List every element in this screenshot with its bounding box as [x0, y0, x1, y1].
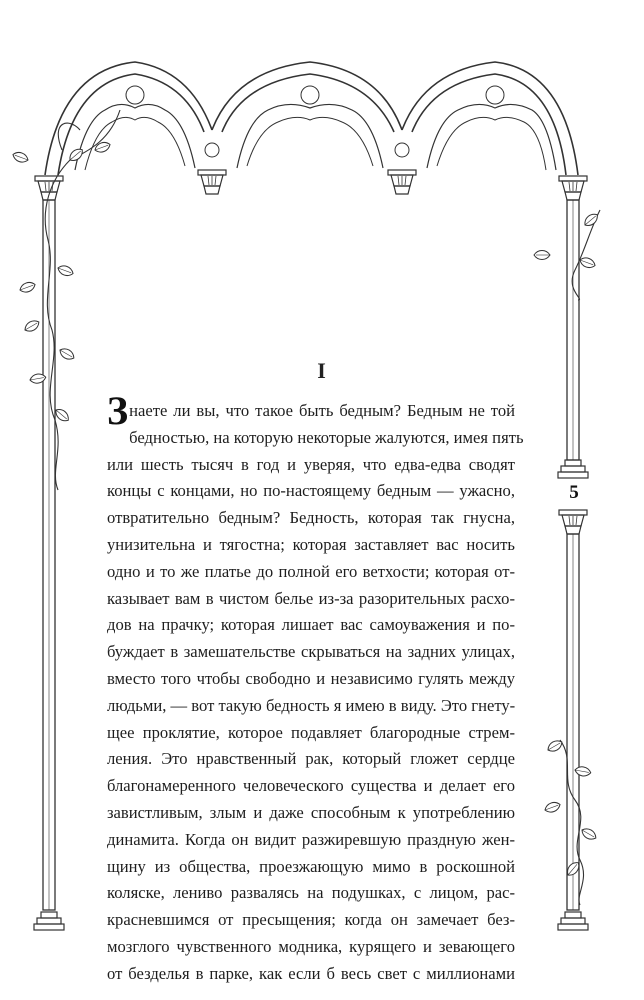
text-lines [107, 388, 524, 988]
text-line: коляске, лениво развалясь на подушках, с лицом, рас- [107, 883, 515, 903]
text-line: наете ли вы, что такое быть бедным? Бедным не той [129, 401, 515, 420]
text-line: людьми, — вот такую бедность я имею в виду. Это гнету- [107, 695, 516, 715]
right-column [558, 176, 588, 930]
text-line: концы с концами, но по-настоящему бедным — ужасно, [107, 481, 515, 501]
drop-cap: З [107, 388, 129, 433]
text-line: красневшимся от пресыщения; когда он замечает без- [107, 910, 515, 930]
left-column [34, 176, 64, 930]
text-line: благонамеренного человеческого существа и делает его [107, 776, 515, 796]
text-line: завистливым, злым и даже способным к употреблению [107, 802, 515, 822]
chapter-number: I [317, 358, 327, 383]
text-line: буждает в замешательстве скрываться на задних улицах, [107, 642, 515, 662]
body-text [107, 388, 524, 988]
text-line: дов на прачку; которая лишает вас самоуважения и по- [107, 615, 515, 635]
arch-tracery [45, 62, 578, 175]
text-line: отвратительно бедным? Бедность, которая так гнусна, [107, 508, 515, 528]
text-line: мозглого чувственного модника, курящего и зевающего [107, 936, 515, 956]
text-line: унизительна и тягостна; которая заставляет вас носить [107, 534, 515, 554]
text-line: казывает вам в чистом белье из-за разорительных расхо- [107, 588, 515, 608]
text-line: одно и то же платье до полной его ветхости; которая от- [107, 561, 515, 581]
text-line: вместо того чтобы свободно и независимо гулять между [107, 668, 515, 688]
text-line: от безделья в парке, как если б весь свет с миллионами [107, 963, 515, 983]
text-line: щину из общества, проезжающую мимо в роскошной [107, 856, 515, 876]
text-line: бедностью, на которую некоторые жалуются, имея пять [129, 427, 524, 447]
vine-decoration-left [11, 110, 120, 490]
page-number: 5 [569, 482, 579, 503]
text-line: ления. Это нравственный рак, который гложет сердце [107, 749, 515, 769]
text-line: щее проклятие, которое подавляет благородные стрем- [107, 722, 515, 742]
text-line: динамита. Когда он видит разжиревшую праздную жен- [107, 829, 515, 849]
text-line: или шесть тысяч в год и уверяя, что едва-едва сводят [107, 454, 515, 474]
